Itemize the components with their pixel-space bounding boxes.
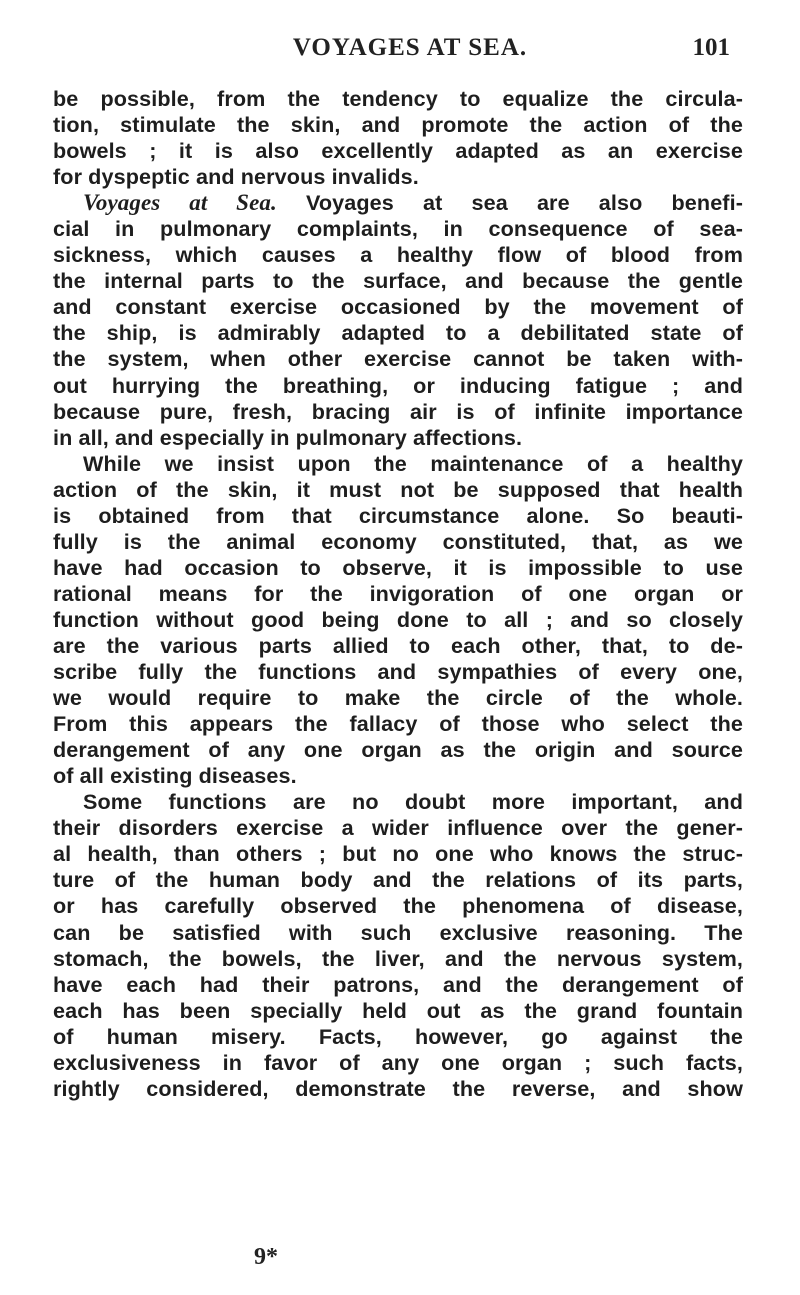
text-line: [53, 529, 743, 555]
text-line: [53, 789, 743, 815]
line-text: tion, stimulate the skin, and promote the action of the: [53, 112, 743, 138]
text-line: [53, 373, 743, 399]
line-text: the ship, is admirably adapted to a debilitated state of: [53, 320, 743, 346]
text-line: [53, 581, 743, 607]
line-text: From this appears the fallacy of those who select the: [53, 711, 743, 737]
line-text: have each had their patrons, and the derangement of: [53, 971, 743, 997]
line-text: exclusiveness in favor of any one organ ; such facts,: [53, 1049, 743, 1075]
text-line: [53, 190, 743, 216]
running-title: VOYAGES AT SEA.: [292, 34, 528, 61]
text-line: [53, 946, 743, 972]
line-text: cial in pulmonary complaints, in consequence of sea-: [53, 216, 743, 242]
text-line: [53, 268, 743, 294]
text-line: [53, 1050, 743, 1076]
line-text: While we insist upon the maintenance of a healthy: [83, 450, 743, 476]
text-line: [53, 737, 743, 763]
line-text: for dyspeptic and nervous invalids.: [53, 164, 419, 190]
text-line: [53, 242, 743, 268]
line-text: each has been specially held out as the grand fountain: [53, 997, 743, 1023]
text-line: [53, 867, 743, 893]
line-text: the system, when other exercise cannot be taken with-: [53, 346, 743, 372]
text-line: [53, 555, 743, 581]
text-line: [53, 1076, 743, 1102]
text-line: [53, 711, 743, 737]
text-line: [53, 841, 743, 867]
line-text: their disorders exercise a wider influence over the gener-: [53, 815, 743, 841]
text-line: [53, 503, 743, 529]
line-text: are the various parts allied to each other, that, to de-: [53, 632, 743, 658]
line-text: fully is the animal economy constituted, that, as we: [53, 528, 743, 554]
signature-mark: 9*: [254, 1244, 278, 1270]
line-text: we would require to make the circle of the whole.: [53, 685, 743, 711]
text-line: [53, 112, 743, 138]
text-line: [53, 399, 743, 425]
line-text: have had occasion to observe, it is impossible to use: [53, 554, 743, 580]
text-line: [53, 346, 743, 372]
text-line: [53, 164, 743, 190]
line-text: derangement of any one organ as the origin and source: [53, 737, 743, 763]
text-line: [53, 216, 743, 242]
text-line: [53, 1024, 743, 1050]
line-text: ture of the human body and the relations of its parts,: [53, 867, 743, 893]
text-line: [53, 920, 743, 946]
running-head: [90, 34, 730, 68]
line-text: can be satisfied with such exclusive reasoning. The: [53, 919, 743, 945]
line-text: stomach, the bowels, the liver, and the nervous system,: [53, 945, 743, 971]
line-text: and constant exercise occasioned by the movement of: [53, 294, 743, 320]
text-line: [53, 425, 743, 451]
text-line: [53, 972, 743, 998]
line-text: is obtained from that circumstance alone. So beauti-: [53, 502, 743, 528]
line-text: of human misery. Facts, however, go against the: [53, 1023, 743, 1049]
line-text: or has carefully observed the phenomena of disease,: [53, 893, 743, 919]
line-text: sickness, which causes a healthy flow of blood from: [53, 242, 743, 268]
line-text: rightly considered, demonstrate the reverse, and show: [53, 1075, 743, 1101]
line-text: be possible, from the tendency to equalize the circula-: [53, 86, 743, 111]
line-text: Voyages at sea are also benefi-: [276, 190, 743, 216]
line-text: out hurrying the breathing, or inducing fatigue ; and: [53, 372, 743, 398]
body-text: [53, 86, 743, 1102]
text-line: [53, 477, 743, 503]
text-line: [53, 998, 743, 1024]
line-text: function without good being done to all ; and so closely: [53, 606, 743, 632]
line-text: scribe fully the functions and sympathies of every one,: [53, 659, 743, 685]
line-text: Some functions are no doubt more important, and: [83, 789, 743, 815]
text-line: [53, 320, 743, 346]
text-line: [53, 659, 743, 685]
line-text: in all, and especially in pulmonary affections.: [53, 424, 523, 450]
line-text: of all existing diseases.: [53, 763, 297, 789]
side-heading: Voyages at Sea.: [83, 190, 277, 216]
line-text: the internal parts to the surface, and because the gentle: [53, 268, 743, 294]
text-line: [53, 815, 743, 841]
line-text: rational means for the invigoration of one organ or: [53, 580, 743, 606]
text-line: [53, 138, 743, 164]
text-line: [53, 86, 743, 112]
text-line: [53, 607, 743, 633]
text-line: [53, 294, 743, 320]
line-text: action of the skin, it must not be supposed that health: [53, 476, 743, 502]
line-text: bowels ; it is also excellently adapted as an exercise: [53, 138, 743, 164]
text-line: [53, 893, 743, 919]
line-text: al health, than others ; but no one who knows the struc-: [53, 841, 743, 867]
page-number: 101: [692, 34, 730, 61]
text-line: [53, 685, 743, 711]
line-text: because pure, fresh, bracing air is of infinite importance: [53, 398, 743, 424]
text-line: [53, 763, 743, 789]
text-line: [53, 633, 743, 659]
text-line: [53, 451, 743, 477]
